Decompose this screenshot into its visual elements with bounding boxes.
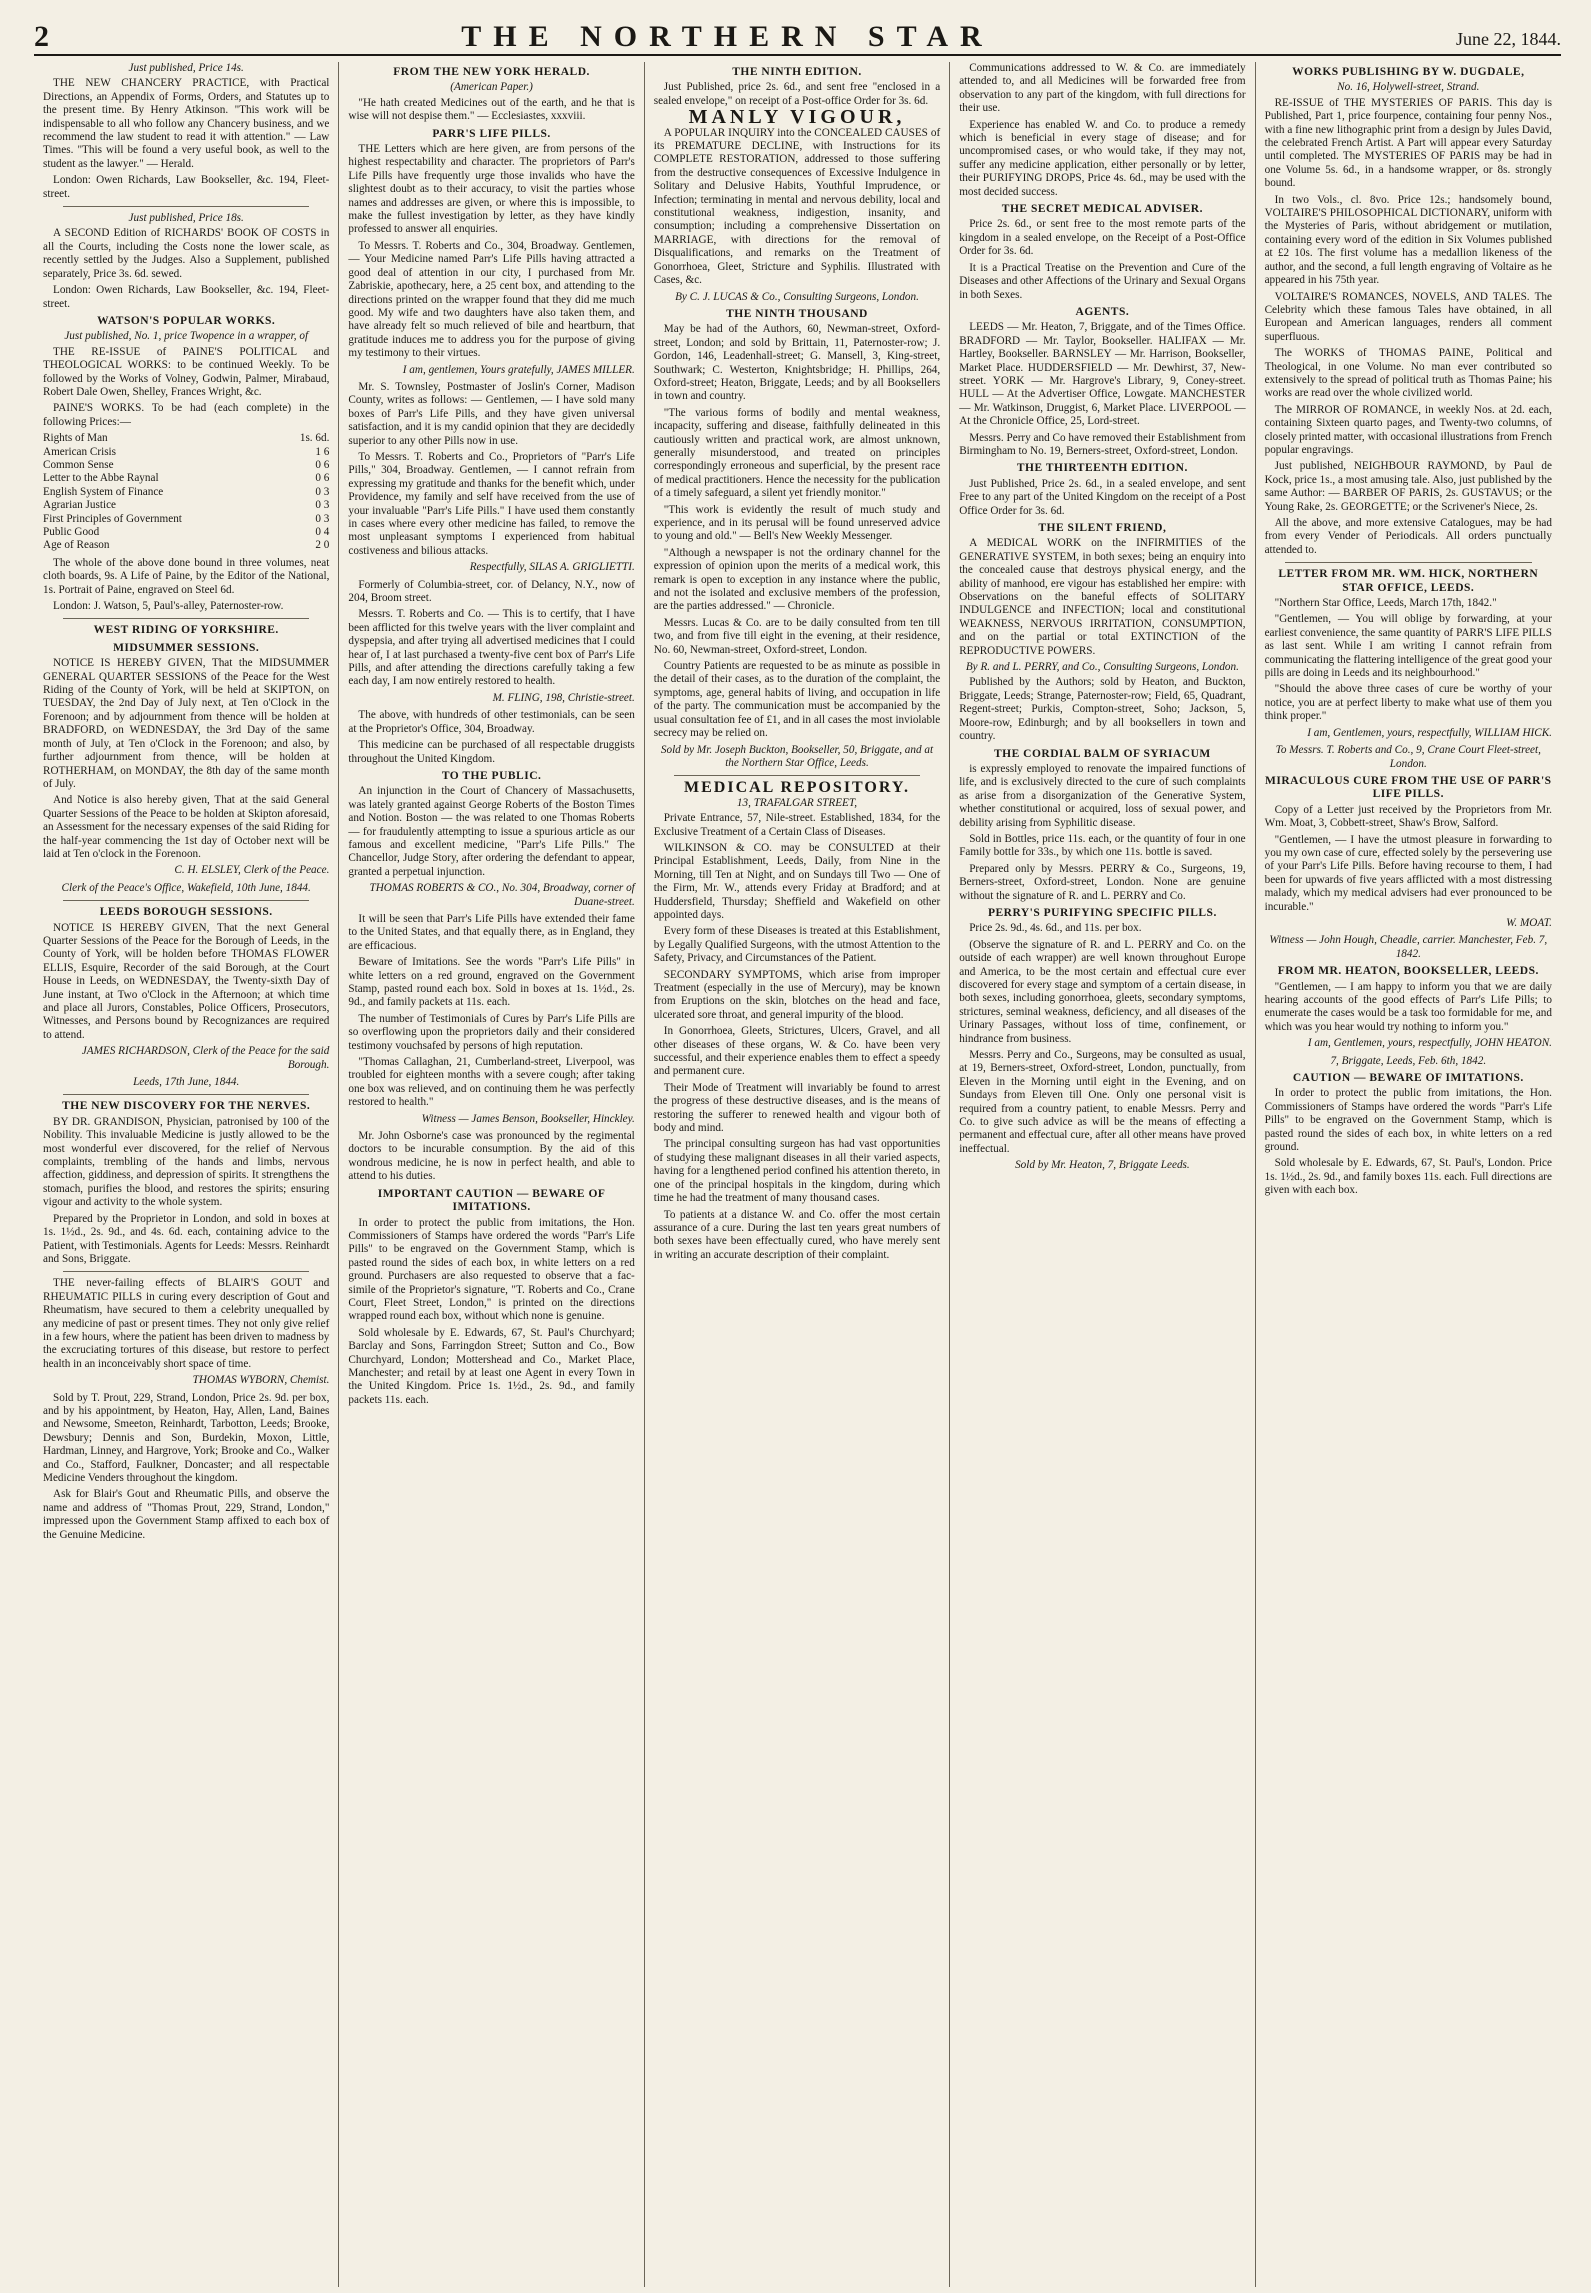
subheading: By R. and L. PERRY, and Co., Consulting Surgeons, London. — [965, 661, 1239, 674]
issue-date: June 22, 1844. — [1456, 29, 1561, 49]
item-price: 0 6 — [315, 472, 330, 485]
section-heading: FROM MR. HEATON, BOOKSELLER, LEEDS. — [1277, 965, 1539, 978]
paragraph: Price 2s. 9d., 4s. 6d., and 11s. per box. — [969, 922, 1142, 935]
paragraph: It will be seen that Parr's Life Pills have extended their fame to the United States, and that equally there, as in England, they are efficacious. — [348, 912, 635, 952]
column-rule — [1285, 562, 1532, 563]
subheading: Just published, Price 18s. — [128, 212, 244, 225]
item-price: 0 4 — [315, 526, 330, 538]
paragraph: To patients at a distance W. and Co. offer the most certain assurance of a cure. During the last ten years great numbers of both sexes have been effectually cured, who have merely sent in writing an accurate description of their complaint. — [653, 1208, 941, 1261]
paragraph: "Although a newspaper is not the ordinary channel for the expression of opinion upon the merits of a medical work, this remark is open to exception in any instance where the public, and not the isolated and exclusive members of the profession, are the parties addressed." — Chronicle. — [653, 546, 941, 613]
column-rule — [63, 1271, 309, 1272]
masthead — [34, 14, 1561, 56]
paragraph: "Gentlemen, — You will oblige by forwarding, at your earliest convenience, the same quantity of PARR'S LIFE PILLS as last sent. While I am writing I cannot refrain from communicating the flattering intelligence of the great good your pills are doing in Leeds and its neighbourhood." — [1264, 613, 1552, 680]
section-heading: TO THE PUBLIC. — [441, 769, 542, 782]
paragraph: (Observe the signature of R. and L. PERRY and Co. on the outside of each wrapper) are well known throughout Europe and America, to be the most certain and effectual cure ever discovered for every stage and symptom of a certain disease, in both sexes, including gonorrhoea, gleets, secondary symptoms, strictures, seminal weakness, deficiency, and all diseases of the Urinary Passages, without loss of time, confinement, or hindrance from business. — [959, 938, 1246, 1045]
signature: JAMES RICHARDSON, Clerk of the Peace for the said Borough. — [81, 1045, 330, 1071]
paragraph: May be had of the Authors, 60, Newman-street, Oxford-street, London; and sold by Brittain, 11, Paternoster-row; J. Gordon, 146, Leadenhall-street; G. Mansell, 3, King-street, Southwark; C. Westerton, Knightsbridge; H. Phillips, 264, Oxford-street; Heaton, Briggate, Leeds; and by all Booksellers in town and country. — [653, 323, 941, 403]
item-price: 0 3 — [315, 485, 330, 498]
item-price: 2 0 — [315, 539, 330, 552]
paragraph: "Should the above three cases of cure be worthy of your notice, you are at perfect liberty to make what use of them you think proper." — [1264, 683, 1552, 723]
column-rule — [63, 1094, 309, 1095]
column-2 — [339, 62, 644, 2287]
paragraph: And Notice is also hereby given, That at the said General Quarter Sessions of the Peace to be holden at Skipton aforesaid, an Assessment for the necessary expenses of the said Riding for the half-year commencing the 1st day of October next will be laid at Ten o'clock in the Forenoon. — [43, 794, 330, 860]
paragraph: THE NEW CHANCERY PRACTICE, with Practical Directions, an Appendix of Forms, Orders, and Statutes up to the present time. By Henry Atkinson. "This work will be indispensable to all who follow any Chancery business, and we recommend the law student to read it with attention." — Law Times. "This will be found a very useful book, as well to the student as the lawyer." — Herald. — [43, 77, 330, 170]
paragraph: Mr. S. Townsley, Postmaster of Joslin's Corner, Madison County, writes as follows: — Gentlemen, — I have sold many boxes of Parr's Life Pills, and they have given universal satisfaction, and it is my candid opinion that they are decidedly superior to any other Pills now in use. — [348, 380, 635, 447]
section-heading: THE THIRTEENTH EDITION. — [1016, 462, 1188, 475]
paragraph: The MIRROR OF ROMANCE, in weekly Nos. at 2d. each, containing Sixteen quarto pages, and Twenty-two columns, of closely printed matter, with occasional illustrations from French popular engravings. — [1264, 403, 1552, 456]
paragraph: Every form of these Diseases is treated at this Establishment, by Legally Qualified Surgeons, with the utmost Attention to the Safety, Privacy, and Circumstances of the Patient. — [653, 925, 941, 965]
paragraph: Just published, NEIGHBOUR RAYMOND, by Paul de Kock, price 1s., a most amusing tale. Also, just published by the same Author: — BARBER OF PARIS, 2s. GUSTAVUS; or the Young Rake, 2s. GEORGETTE; or the Scrivener's Niece, 2s. — [1264, 460, 1552, 513]
section-heading: WEST RIDING OF YORKSHIRE. — [93, 624, 279, 637]
signature: I am, gentlemen, Yours gratefully, JAMES MILLER. — [402, 363, 635, 376]
subheading: Sold by Mr. Joseph Buckton, Bookseller, 50, Briggate, and at the Northern Star Office, Leeds. — [660, 743, 934, 769]
signature: THOMAS ROBERTS & CO., No. 304, Broadway, corner of Duane-street. — [369, 882, 635, 908]
column-5 — [1256, 62, 1561, 2287]
newspaper-title: THE NORTHERN STAR — [461, 20, 994, 53]
item-label: Public Good — [43, 526, 100, 538]
paragraph: Prepared only by Messrs. PERRY & Co., Surgeons, 19, Berners-street, Oxford-street, London. None are genuine without the signature of R. and L. PERRY and Co. — [959, 862, 1246, 902]
item-label: Agrarian Justice — [43, 499, 117, 512]
section-heading: WORKS PUBLISHING BY W. DUGDALE, — [1292, 66, 1525, 78]
paragraph: Messrs. T. Roberts and Co. — This is to certify, that I have been afflicted for this twelve years with the liver complaint and dyspepsia, and after trying all advertised medicines that I could hear of, I at last purchased a twenty-five cent box of Parr's Life Pills, and after attending the directions carefully taking a few each day, I am now entirely restored to health. — [348, 608, 635, 688]
subheading: To Messrs. T. Roberts and Co., 9, Crane Court Fleet-street, London. — [1275, 744, 1541, 770]
paragraph: Beware of Imitations. See the words "Parr's Life Pills" in white letters on a red ground, engraved on the Government Stamp, pasted round each box. Sold in boxes at 1s. 1½d., 2s. 9d., and family packets at 11s. each. — [348, 956, 635, 1009]
signature: I am, Gentlemen, yours, respectfully, WILLIAM HICK. — [1307, 726, 1552, 739]
paragraph: Ask for Blair's Gout and Rheumatic Pills, and observe the name and address of "Thomas Prout, 229, Strand, London," impressed upon the Government Stamp affixed to each box of the Genuine Medicine. — [43, 1488, 330, 1541]
paragraph: Their Mode of Treatment will invariably be found to arrest the progress of these destructive diseases, and is the means of restoring the sufferer to renewed health and vigour both of body and mind. — [653, 1081, 941, 1135]
paragraph: Copy of a Letter just received by the Proprietors from Mr. Wm. Moat, 3, Cobbett-street, Shaw's Brow, Salford. — [1264, 803, 1552, 830]
signature: Respectfully, SILAS A. GRIGLIETTI. — [469, 561, 635, 574]
paragraph: "Northern Star Office, Leeds, March 17th, 1842." — [1274, 597, 1497, 610]
column-1 — [34, 62, 339, 2287]
paragraph: Sold by T. Prout, 229, Strand, London, Price 2s. 9d. per box, and by his appointment, by Heaton, Hay, Allen, Land, Baines and Newsome, Smeeton, Reinhardt, Tarbotton, Leeds; Brooke, Dewsbury; Dennis and Son, Burdekin, Moxon, Little, Hardman, Linney, and Hargrove, York; Brooke and Co., Walker and Co., Stafford, Faulkner, Doncaster; and all respectable Medicine Venders throughout the kingdom. — [43, 1391, 330, 1484]
paragraph: Sold wholesale by E. Edwards, 67, St. Paul's, London. Price 1s. 1½d., 2s. 9d., and family boxes 11s. each. Full directions are given with each box. — [1264, 1157, 1552, 1197]
item-label: Common Sense — [43, 458, 114, 471]
section-heading: THE NEW DISCOVERY FOR THE NERVES. — [62, 1100, 311, 1113]
paragraph: In order to protect the public from imitations, the Hon. Commissioners of Stamps have ordered the words "Parr's Life Pills" to be engraved on the Government Stamp, which is pasted round the sides of each box, in white letters on a red ground. — [1264, 1087, 1552, 1154]
paragraph: London: Owen Richards, Law Bookseller, &c. 194, Fleet-street. — [43, 174, 330, 200]
item-label: English System of Finance — [43, 485, 164, 498]
price-list-item — [43, 513, 329, 526]
column-rule — [63, 618, 309, 619]
paragraph: Experience has enabled W. and Co. to produce a remedy which is beneficial in every stage of disease; and for uncompromised cases, or who would take, if they may not, suffer any medicine application, either personally or by letter, their PURIFYING DROPS, Price 4s. 6d., may be used with the most decided success. — [959, 118, 1246, 198]
paragraph: Formerly of Columbia-street, cor. of Delancy, N.Y., now of 204, Broom street. — [348, 578, 635, 605]
paragraph: THE Letters which are here given, are from persons of the highest respectability and character. The proprietors of Parr's Life Pills have frequently urge those invalids who have the slightest doubt as to their accuracy, to visit the parties whose names and addresses are given, or where this is impossible, to make the fullest investigation by letter, as they have kindly professed to answer all enquiries. — [348, 143, 635, 236]
paragraph: London: J. Watson, 5, Paul's-alley, Paternoster-row. — [53, 600, 284, 613]
section-heading: THE NINTH EDITION. — [732, 66, 862, 78]
paragraph: It is a Practical Treatise on the Prevention and Cure of the Diseases and other Affections of the Urinary and Sexual Organs in both Sexes. — [959, 261, 1246, 301]
price-list-item — [43, 472, 329, 485]
section-heading: FROM THE NEW YORK HERALD. — [393, 66, 590, 78]
paragraph: WILKINSON & CO. may be CONSULTED at their Principal Establishment, Leeds, Daily, from Nine in the Morning, till Ten at Night, and on Sundays till Two — One of the Firm, Mr. W., attends every Friday at Bradford; and at Huddersfield, Thursday; Sheffield and Wakefield on other appointed days. — [653, 841, 941, 921]
paragraph: Messrs. Perry and Co., Surgeons, may be consulted as usual, at 19, Berners-street, Oxford-street, London, punctually, from Eleven in the Morning until eight in the Evening, and on Sundays from Eleven till One. Only one personal visit is required from a country patient, to enable Messrs. Perry and Co. to give such advice as will be the means of effecting a permanent and effectual cure, after all other means have proved ineffectual. — [959, 1049, 1246, 1155]
subheading: Just published, No. 1, price Twopence in a wrapper, of — [64, 330, 309, 343]
price-list — [43, 432, 329, 553]
item-price: 1 6 — [315, 445, 330, 458]
page-number: 2 — [34, 20, 49, 53]
paragraph: SECONDARY SYMPTOMS, which arise from improper Treatment (especially in the use of Mercury), may be known from Eruptions on the skin, blotches on the head and face, ulcerated sore throat, and general impurity of the blood. — [653, 968, 941, 1021]
section-heading: THE NINTH THOUSAND — [726, 307, 868, 320]
paragraph: London: Owen Richards, Law Bookseller, &c. 194, Fleet-street. — [43, 284, 330, 310]
price-list-item — [43, 486, 329, 499]
section-heading: THE CORDIAL BALM OF SYRIACUM — [994, 747, 1211, 760]
paragraph: A SECOND Edition of RICHARDS' BOOK OF COSTS in all the Courts, including the Costs none the lower scale, as recently settled by the Judges. Also a Supplement, published separately, Price 3s. 6d. sewed. — [43, 227, 330, 280]
paragraph: Communications addressed to W. & Co. are immediately attended to, and all Medicines will be forwarded free from observation to any part of the kingdom, with full directions for their use. — [959, 62, 1246, 115]
paragraph: NOTICE IS HEREBY GIVEN, That the MIDSUMMER GENERAL QUARTER SESSIONS of the Peace for the West Riding of the County of York, will be held at SKIPTON, on TUESDAY, the 2nd Day of July next, at Ten o'Clock in the Forenoon; and by adjournment from thence will be holden at BRADFORD, on WEDNESDAY, the 3rd Day of the same month of July, at Ten o'Clock in the Forenoon; and also, by further adjournment from thence, will be holden at ROTHERHAM, on MONDAY, the 8th day of the same month of July. — [43, 657, 330, 790]
subheading: Witness — John Hough, Cheadle, carrier. Manchester, Feb. 7, 1842. — [1269, 934, 1548, 960]
paragraph: All the above, and more extensive Catalogues, may be had from every Vender of Periodicals. All orders punctually attended to. — [1264, 517, 1552, 556]
paragraph: LEEDS — Mr. Heaton, 7, Briggate, and of the Times Office. BRADFORD — Mr. Taylor, Bookseller. HALIFAX — Mr. Hartley, Bookseller. BARNSLEY — Mr. Harrison, Bookseller, Market Place. HUDDERSFIELD — Mr. Dewhirst, 37, New-street. YORK — Mr. Hargrove's Library, 9, Coney-street. HULL — At the Advertiser Office, Lowgate. MANCHESTER — Mr. Watkinson, Druggist, 6, Market Place. LIVERPOOL — At the Chronicle Office, 25, Lord-street. — [959, 321, 1246, 428]
item-price: 1s. 6d. — [299, 432, 330, 445]
section-heading: MIRACULOUS CURE FROM THE USE OF PARR'S LIFE PILLS. — [1265, 774, 1552, 801]
paragraph: PAINE'S WORKS. To be had (each complete) in the following Prices:— — [43, 402, 330, 428]
paragraph: Country Patients are requested to be as minute as possible in the detail of their cases, as to the duration of the complaint, the symptoms, age, general habits of living, and occupation in life of the party. The communication must be accompanied by the usual consultation fee of £1, and in all cases the most inviolable secrecy may be relied on. — [653, 660, 941, 740]
paragraph: "Gentlemen, — I have the utmost pleasure in forwarding to you my own case of cure, effected solely by the persevering use of your Parr's Life Pills. Before having recourse to them, I had been for upwards of five years afflicted with a most distressing malady, which my medical advisers had ever pronounced to be incurable." — [1264, 833, 1552, 913]
paragraph: THE never-failing effects of BLAIR'S GOUT and RHEUMATIC PILLS in curing every description of Gout and Rheumatism, have secured to them a celebrity unequalled by any medicine of past or present times. They not only give relief in a few hours, where the patient has been driven to madness by the excruciating tortures of this disease, but restore to perfect health in an inconceivably short space of time. — [43, 1277, 330, 1370]
signature: I am, Gentlemen, yours, respectfully, JOHN HEATON. — [1307, 1037, 1552, 1050]
subheading: 13, TRAFALGAR STREET, — [736, 796, 858, 809]
paragraph: The number of Testimonials of Cures by Parr's Life Pills are so overflowing upon the proprietors daily and their considered testimony vouchsafed by persons of high reputation. — [348, 1012, 635, 1052]
subheading: Sold by Mr. Heaton, 7, Briggate Leeds. — [1015, 1159, 1190, 1172]
signature: M. FLING, 198, Christie-street. — [492, 691, 635, 704]
signature: C. H. ELSLEY, Clerk of the Peace. — [174, 864, 330, 877]
paragraph: To Messrs. T. Roberts and Co., 304, Broadway. Gentlemen, — Your Medicine named Parr's Life Pills having attracted a good deal of attention in our city, I purchased from Mr. Zabriskie, apothecary, here, a 25 cent box, and attending to the directions printed on the wrapper found that they did me much good. My wife and two daughters have also taken them, and have already felt so much relieved of bile and heartburn, that gratitude induces me to address you for the purpose of giving my testimony to their virtues. — [348, 239, 635, 360]
paragraph: NOTICE IS HEREBY GIVEN, That the next General Quarter Sessions of the Peace for the Borough of Leeds, in the County of York, will be holden before THOMAS FLOWER ELLIS, Esquire, Recorder of the said Borough, at the Court House in Leeds, on WEDNESDAY, the Twenty-sixth Day of June instant, at Two o'Clock in the Afternoon; at which time and place all Jurors, Constables, Police Officers, Prosecutors, Witnesses, and Persons bound by Recognizances are required to attend. — [43, 921, 330, 1041]
paragraph: In two Vols., cl. 8vo. Price 12s.; handsomely bound, VOLTAIRE'S PHILOSOPHICAL DICTIONARY, uniform with the Mysteries of Paris, without abridgement or mutilation, containing every word of the edition in Six Volumes published at £2 10s. The first volume has a medallion likeness of the author, and the second, a full length engraving of Voltaire as he appeared in his 75th year. — [1264, 193, 1552, 287]
item-label: American Crisis — [43, 445, 117, 458]
section-heading: WATSON'S POPULAR WORKS. — [97, 314, 276, 327]
paragraph: A MEDICAL WORK on the INFIRMITIES of the GENERATIVE SYSTEM, in both sexes; being an enquiry into the concealed cause that destroys physical energy, and the ability of manhood, ere vigour has established her empire: with Observations on the baneful effects of SOLITARY INDULGENCE and INFECTION; local and constitutional WEAKNESS, NERVOUS IRRITATION, CONSUMPTION, and on the partial or total EXTINCTION of the REPRODUCTIVE POWERS. — [959, 537, 1246, 657]
price-list-item — [43, 499, 329, 512]
paragraph: Sold in Bottles, price 11s. each, or the quantity of four in one Family bottle for 33s., by which one 11s. bottle is saved. — [959, 832, 1246, 859]
section-heading: LETTER FROM MR. WM. HICK, NORTHERN STAR OFFICE, LEEDS. — [1278, 568, 1539, 594]
paragraph: Messrs. Perry and Co have removed their Establishment from Birmingham to No. 19, Berners-street, Oxford-street, London. — [959, 431, 1246, 457]
subheading: Just published, Price 14s. — [128, 62, 244, 74]
paragraph: Mr. John Osborne's case was pronounced by the regimental doctors to be incurable consumption. By the aid of this wondrous medicine, he is now in perfect health, and able to attend to his duties. — [348, 1130, 635, 1183]
paragraph: THE RE-ISSUE of PAINE'S POLITICAL and THEOLOGICAL WORKS: to be continued Weekly. To be followed by the Works of Volney, Godwin, Palmer, Mirabaud, Robert Dale Owen, Shelley, Frances Wright, &c. — [43, 345, 330, 398]
columns — [34, 62, 1561, 2287]
paragraph: A POPULAR INQUIRY into the CONCEALED CAUSES of its PREMATURE DECLINE, with Instructions for its COMPLETE RESTORATION, addressed to those suffering from the destructive consequences of Excessive Indulgence in Solitary and Delusive Habits, Youthful Imprudence, or Infection; terminating in mental and nervous debility, local and constitutional weakness, indigestion, insanity, and consumption; including a comprehensive Dissertation on MARRIAGE, with directions for the removal of Disqualifications, and remarks on the Treatment of Gonorrhoea, Gleet, Stricture and Syphilis. Illustrated with Cases, &c. — [653, 126, 941, 287]
advert-headline: MANLY VIGOUR, — [688, 106, 906, 129]
paragraph: Messrs. Lucas & Co. are to be daily consulted from ten till two, and from five till eight in the evening, at their residence, No. 60, Newman-street, Oxford-street, London. — [653, 616, 941, 656]
paragraph: "Gentlemen, — I am happy to inform you that we are daily hearing accounts of the good effects of Parr's Life Pills; to enumerate the cases would be a task too formidable for me, and which was you hear would try nothing to inform you." — [1264, 980, 1552, 1033]
column-rule — [63, 900, 309, 901]
section-heading: LEEDS BOROUGH SESSIONS. — [99, 906, 273, 919]
section-heading: CAUTION — BEWARE OF IMITATIONS. — [1292, 1072, 1524, 1085]
section-heading: THE SECRET MEDICAL ADVISER. — [1001, 203, 1203, 216]
paragraph: Private Entrance, 57, Nile-street. Established, 1834, for the Exclusive Treatment of a Certain Class of Diseases. — [653, 812, 941, 838]
paragraph: VOLTAIRE'S ROMANCES, NOVELS, AND TALES. The Celebrity which these famous Tales have obtained, in all European and American languages, renders all comment superfluous. — [1264, 290, 1552, 343]
price-list-item — [43, 459, 329, 472]
section-heading: THE SILENT FRIEND, — [1038, 522, 1167, 534]
item-label: Rights of Man — [43, 432, 108, 445]
item-label: First Principles of Government — [43, 512, 182, 525]
paragraph: To Messrs. T. Roberts and Co., Proprietors of "Parr's Life Pills," 304, Broadway. Gentlemen, — I cannot refrain from expressing my gratitude and thanks for the benefit which, under Providence, my family and self have received from the use of your invaluable "Parr's Life Pills." I have used them constantly in cases where every other medicine has failed, to remove the most unpleasant symptoms I experienced from habitual costiveness and bilious attacks. — [348, 450, 635, 557]
section-heading: PARR'S LIFE PILLS. — [432, 127, 551, 140]
paragraph: This medicine can be purchased of all respectable druggists throughout the United Kingdom. — [348, 739, 635, 765]
section-heading: AGENTS. — [1075, 305, 1130, 318]
section-heading: MIDSUMMER SESSIONS. — [113, 641, 260, 654]
subheading: No. 16, Holywell-street, Strand. — [1337, 81, 1480, 94]
item-price: 0 3 — [315, 512, 330, 525]
paragraph: Just Published, price 2s. 6d., and sent free "enclosed in a sealed envelope," on receipt of a Post-office Order for 3s. 6d. — [653, 81, 941, 107]
paragraph: RE-ISSUE of THE MYSTERIES OF PARIS. This day is Published, Part 1, price fourpence, containing four penny Nos., with a fine new lithographic print from a design by Jules David, the celebrated French Artist. A Part will appear every Saturday until completed. The MYSTERIES OF PARIS may be had in one Volume 5s. 6d., in a handsome wrapper, or 8s. strongly bound. — [1264, 96, 1552, 190]
paragraph: Price 2s. 6d., or sent free to the most remote parts of the kingdom in a sealed envelope, on the Receipt of a Post-Office Order for 3s. 6d. — [959, 218, 1246, 258]
paragraph: The whole of the above done bound in three volumes, neat cloth boards, 9s. A Life of Paine, by the Editor of the National, 1s. Portrait of Paine, engraved on Steel 6d. — [43, 556, 330, 596]
paragraph: The principal consulting surgeon has had vast opportunities of studying these malignant diseases in all their varied aspects, having for a lengthened period confined his attention thereto, in one of the principal hospitals in the kingdom, during which time he had the treatment of many thousand cases. — [653, 1138, 941, 1205]
advert-headline: MEDICAL REPOSITORY. — [684, 779, 910, 797]
paragraph: "This work is evidently the result of much study and experience, and in its perusal will be found unreserved advice to young and old." — Bell's New Weekly Messenger. — [653, 503, 941, 543]
paragraph: In Gonorrhoea, Gleets, Strictures, Ulcers, Gravel, and all other diseases of these organs, W. & Co. have been very successful, and their experience enables them to effect a speedy and permanent cure. — [653, 1025, 941, 1078]
column-3 — [645, 62, 950, 2287]
price-list-item — [43, 446, 329, 459]
subheading: 7, Briggate, Leeds, Feb. 6th, 1842. — [1330, 1054, 1487, 1067]
subheading: (American Paper.) — [450, 81, 533, 94]
paragraph: Prepared by the Proprietor in London, and sold in boxes at 1s. 1½d., 2s. 9d., and 4s. 6d. each, containing advice to the Patient, with Testimonials. Agents for Leeds: Messrs. Reinhardt and Sons, Briggate. — [43, 1212, 330, 1265]
paragraph: Just Published, Price 2s. 6d., in a sealed envelope, and sent Free to any part of the United Kingdom on the receipt of a Post Office Order for 3s. 6d. — [959, 477, 1246, 517]
paragraph: Published by the Authors; sold by Heaton, and Buckton, Briggate, Leeds; Strange, Paternoster-row; Field, 65, Quadrant, Regent-street; Purkis, Compton-street, Soho; Jackson, 5, Moore-row, Edinburgh; and by all booksellers in town and country. — [959, 676, 1246, 743]
column-4 — [950, 62, 1255, 2287]
item-label: Age of Reason — [43, 539, 110, 552]
paragraph: Sold wholesale by E. Edwards, 67, St. Paul's Churchyard; Barclay and Sons, Farringdon Street; Sutton and Co., Bow Churchyard, London; Mottershead and Co., Market Place, Manchester; and retail by at least one Agent in every Town in the United Kingdom. Price 1s. 1½d., 2s. 9d., and family packets 11s. each. — [348, 1326, 635, 1406]
paragraph: An injunction in the Court of Chancery of Massachusetts, was lately granted against George Roberts of the Boston Times and Notion. Boston — the was related to one Thomas Roberts — for fraudulently attempting to issue a spurious article as our famous and excellent medicine, "Parr's Life Pills." The Chancellor, Judge Story, after ordering the defendant to appear, granted a perpetual injunction. — [348, 785, 635, 878]
price-list-item — [43, 526, 329, 539]
paragraph: is expressly employed to renovate the impaired functions of life, and is exclusively directed to the cure of such complaints as arise from a disorganization of the Generative System, whether constitutional or acquired, loss of sexual power, and debility arising from Syphilitic disease. — [959, 762, 1246, 829]
signature: Witness — James Benson, Bookseller, Hinckley. — [421, 1112, 635, 1125]
item-price: 0 6 — [315, 458, 330, 471]
column-rule — [63, 206, 309, 207]
subheading: By C. J. LUCAS & Co., Consulting Surgeons, London. — [675, 290, 919, 303]
paragraph: "The various forms of bodily and mental weakness, incapacity, suffering and disease, faithfully delineated in this cautiously written and practical work, are almost unknown, generally misunderstood, and treated on principles correspondingly erroneous and superficial, by the present race of medical practitioners. Hence the necessity for the publication of a timely safeguard, a silent yet friendly monitor." — [653, 406, 941, 500]
paragraph: The above, with hundreds of other testimonials, can be seen at the Proprietor's Office, 304, Broadway. — [348, 709, 635, 735]
signature: THOMAS WYBORN, Chemist. — [192, 1374, 330, 1387]
column-rule — [674, 775, 920, 776]
section-heading: PERRY'S PURIFYING SPECIFIC PILLS. — [987, 906, 1217, 919]
signature: W. MOAT. — [1506, 916, 1552, 929]
price-list-item — [43, 432, 329, 445]
paragraph: "He hath created Medicines out of the earth, and he that is wise will not despise them." — Ecclesiastes, xxxviii. — [348, 96, 635, 123]
paragraph: The WORKS of THOMAS PAINE, Political and Theological, in one Volume. No man ever contributed so extensively to the spread of political truth as Thomas Paine; his works are read over the whole civilized world. — [1264, 347, 1552, 400]
item-price: 0 3 — [315, 499, 330, 512]
subheading: Leeds, 17th June, 1844. — [133, 1076, 240, 1089]
section-heading: IMPORTANT CAUTION — BEWARE OF IMITATIONS. — [377, 1187, 606, 1214]
paragraph: "Thomas Callaghan, 21, Cumberland-street, Liverpool, was troubled for eighteen months with a severe cough; after taking one box was relieved, and on continuing them he was perfectly restored to health." — [348, 1056, 635, 1109]
item-label: Letter to the Abbe Raynal — [43, 472, 159, 485]
price-list-item — [43, 539, 329, 552]
paragraph: BY DR. GRANDISON, Physician, patronised by 100 of the Nobility. This invaluable Medicine is justly allowed to be the most wonderful ever discovered, for the relief of Nervous complaints, trembling of the hands and limbs, nervous affection, giddiness, and depression of spirits. It strengthens the stomach, purifies the blood, and restores the spirits; ensuring vigour and activity to the whole system. — [43, 1115, 330, 1209]
subheading: Clerk of the Peace's Office, Wakefield, 10th June, 1844. — [61, 881, 311, 894]
paragraph: In order to protect the public from imitations, the Hon. Commissioners of Stamps have ordered the words "Parr's Life Pills" to be engraved on the Government Stamp, which is pasted round the sides of each box, in white letters on a red ground. Purchasers are also requested to observe that a fac-simile of the Proprietor's signature, "T. Roberts and Co., Crane Court, Fleet Street, London," is printed on the directions wrapped round each box, without which none is genuine. — [348, 1216, 635, 1323]
